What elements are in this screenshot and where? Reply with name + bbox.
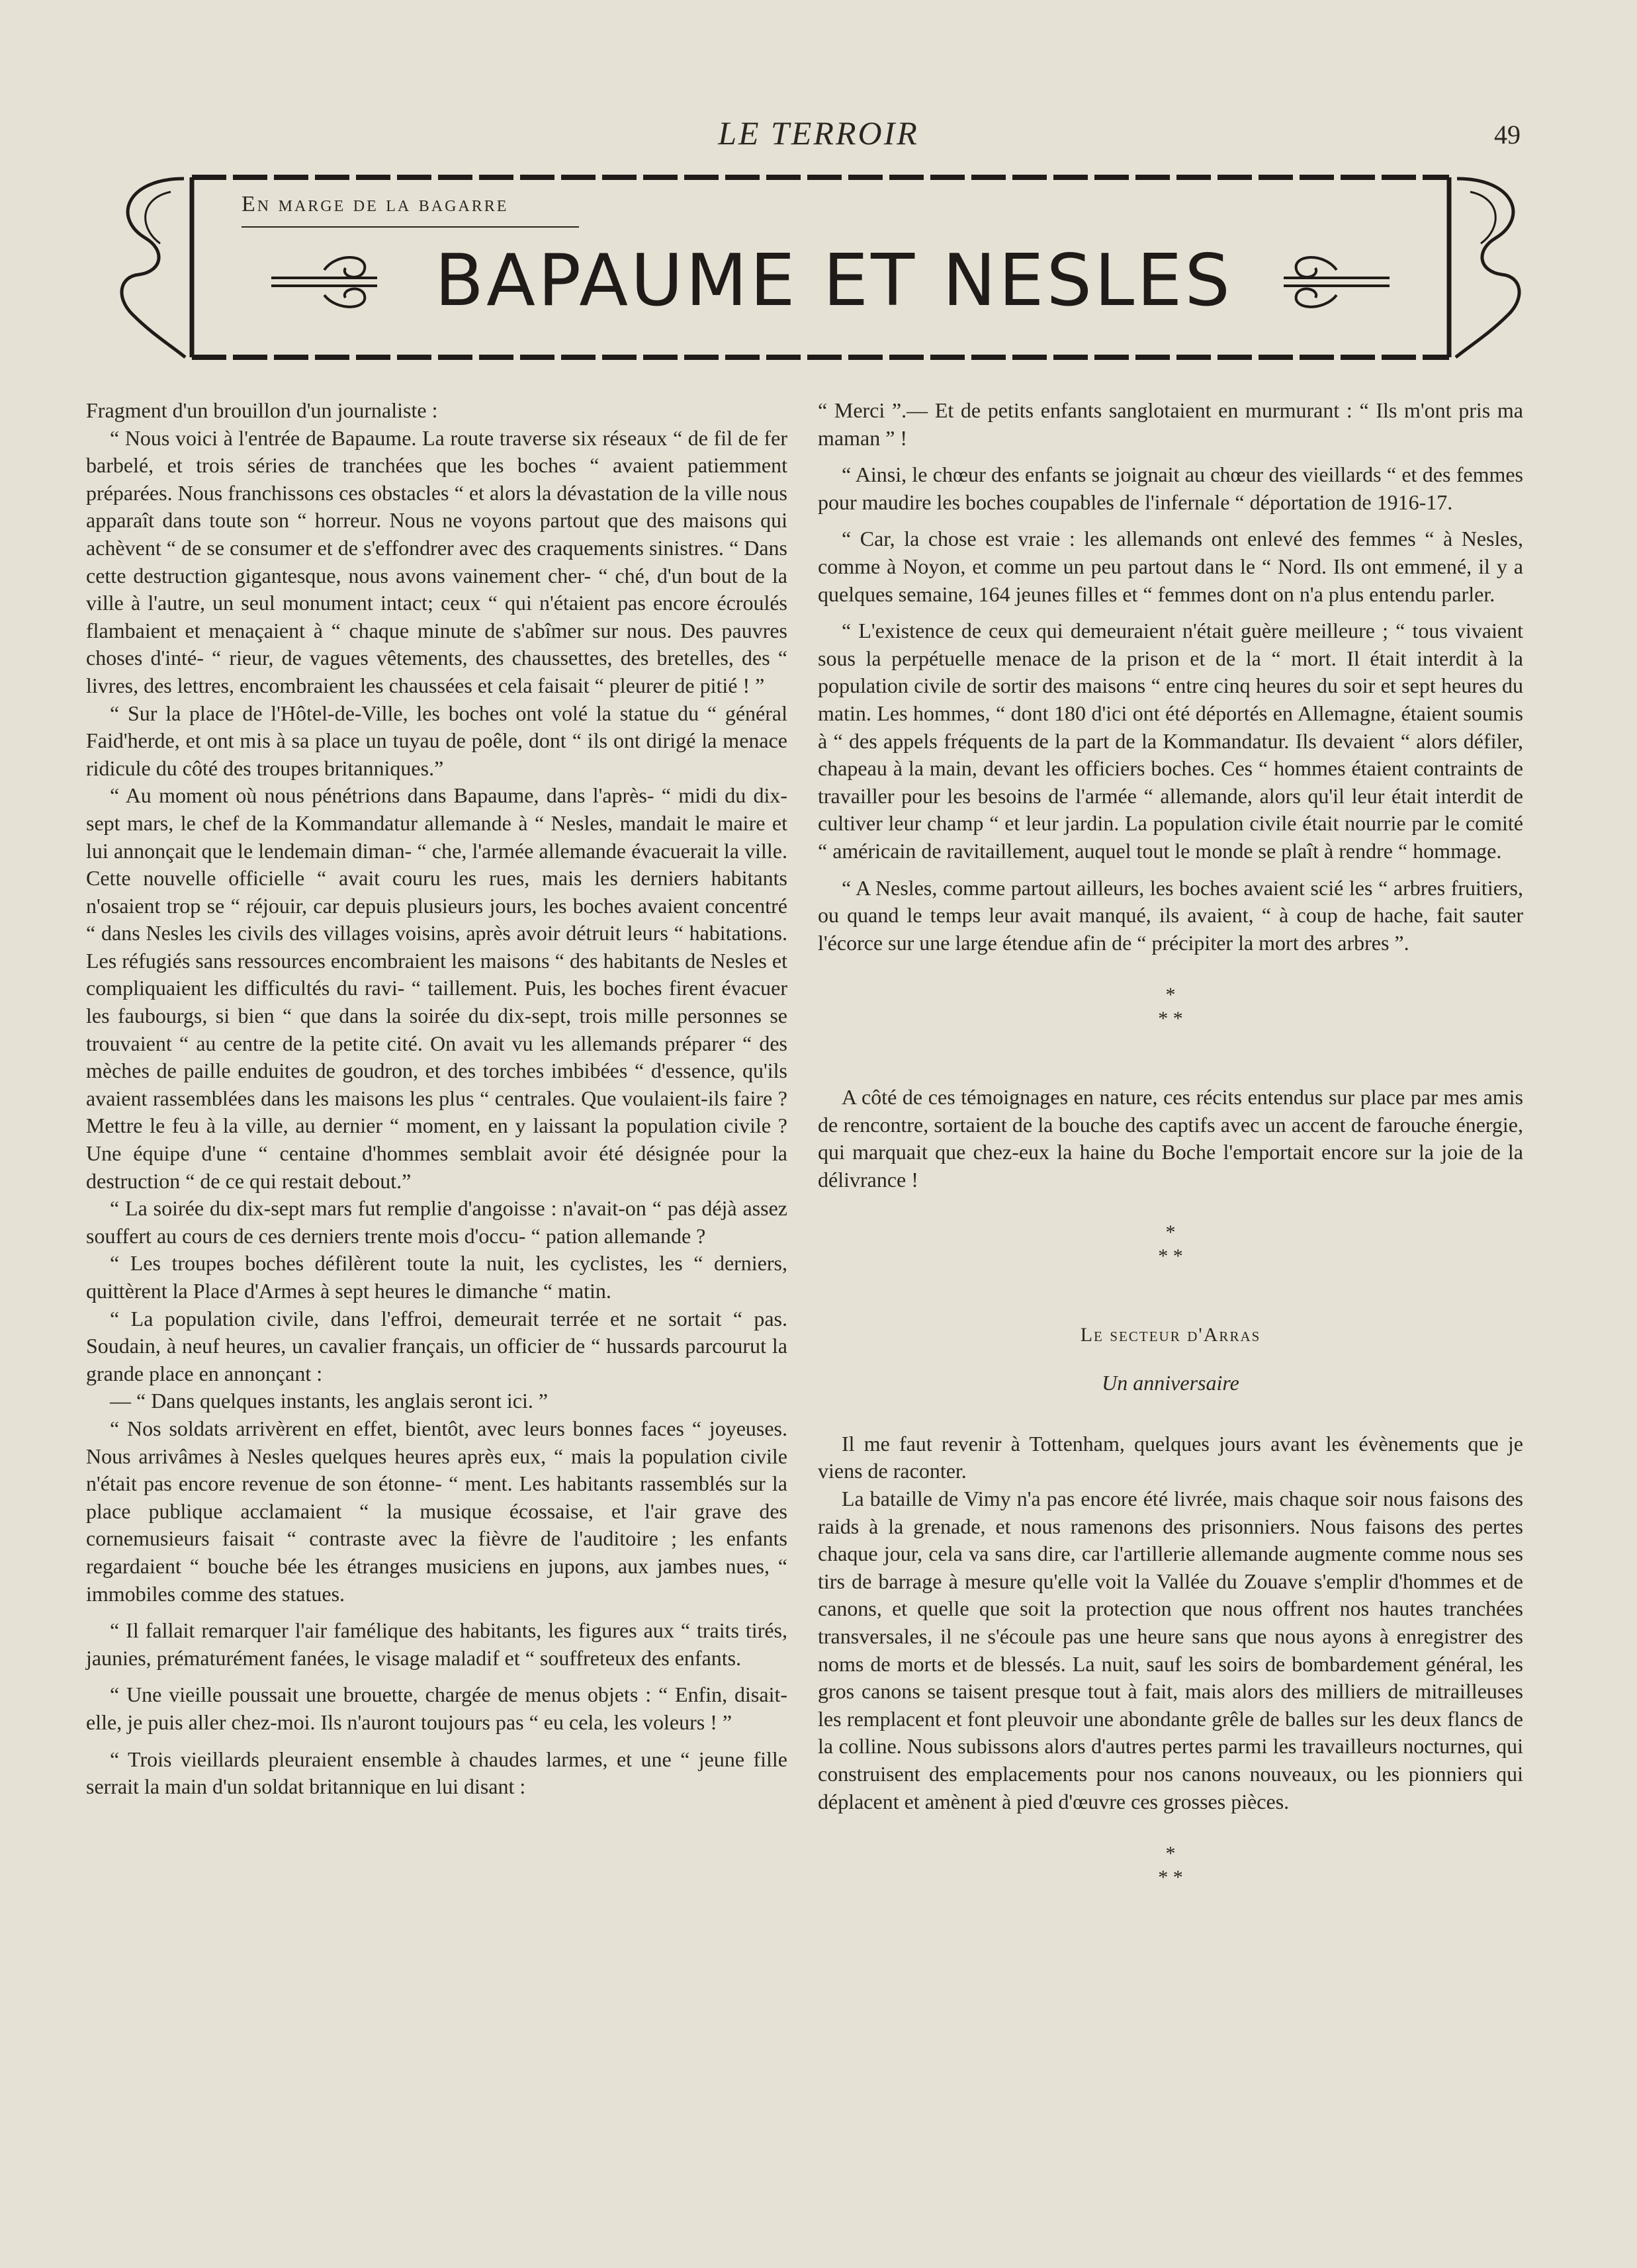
paragraph: Il me faut revenir à Tottenham, quelques jours avant les évènements que je viens de raconter.	[818, 1431, 1523, 1483]
page-number: 49	[1494, 120, 1521, 150]
paragraph: “ Au moment où nous pénétrions dans Bapaume, dans l'après- “ midi du dix-sept mars, le chef de la Kommandatur allemande à “ Nesles, mandait le maire et lui annonçait que le lendemain diman- “ che, l'armée allemande évacuerait la ville. Cette nouvelle officielle “ avait couru les rues, mais les derniers habitants n'osaient trop se “ réjouir, car depuis plusieurs jours, les boches avaient concentré “ dans Nesles les civils des villages voisins, après avoir détruit leurs “ habitations. Les réfugiés sans ressources encombraient les maisons “ des habitants de Nesles et compliquaient les difficultés du ravi- “ taillement. Puis, les boches firent évacuer les faubourgs, si bien “ que dans la soirée du dix-sept, trois mille personnes se trouvaient “ au centre de la petite cité. On avait vu les allemands préparer “ des mèches de paille enduites de goudron, et des torches imbibées “ d'essence, qu'ils avaient rassemblées dans les maisons les plus “ centrales. Que voulaient-ils faire ? Mettre le feu à la ville, au dernier “ moment, en y laissant la population civile ? Une équipe d'une “ centaine d'hommes semblait avoir été désignée pour la destruction “ de ce qui restait debout.”	[86, 783, 787, 1193]
paragraph: Fragment d'un brouillon d'un journaliste :	[86, 398, 438, 422]
paragraph: “ A Nesles, comme partout ailleurs, les boches avaient scié les “ arbres fruitiers, ou quand le temps leur avait manqué, ils avaient, “ à coup de hache, fait sauter l'écorce sur une large étendue afin de “ précipiter la mort des arbres ”.	[818, 875, 1523, 955]
left-column	[86, 397, 787, 1801]
section-subheading: Un anniversaire	[1102, 1371, 1239, 1395]
paragraph: “ Les troupes boches défilèrent toute la nuit, les cyclistes, les “ derniers, quittèrent la Place d'Armes à sept heures le dimanche “ matin.	[86, 1251, 787, 1303]
paragraph: “ L'existence de ceux qui demeuraient n'était guère meilleure ; “ tous vivaient sous la perpétuelle menace de la prison et de la “ mort. Il était interdit à la population civile de sortir des maisons “ entre cinq heures du soir et sept heures du matin. Les hommes, “ dont 180 d'ici ont été déportés en Allemagne, étaient soumis à “ des appels fréquents de la part de la Kommandatur. Ils devaient “ alors défiler, chapeau à la main, devant les officiers boches. Ces “ hommes étaient contraints de travailler pour les besoins de l'armée “ allemande, alors qu'il leur était interdit de cultiver leur champ “ et leur jardin. La population civile était nourrie par le comité “ américain de ravitaillement, auquel tout le monde se plaît à rendre “ hommage.	[818, 619, 1523, 863]
separator-star: *	[1165, 1221, 1176, 1243]
paragraph: “ Nous voici à l'entrée de Bapaume. La route traverse six réseaux “ de fil de fer barbelé, et trois séries de tranchées que les boches “ avaient patiemment préparées. Nous franchissons ces obstacles “ et alors la dévastation de la ville nous apparaît dans toute son “ horreur. Nous ne voyons partout que des maisons qui achèvent “ de se consumer et de s'effondrer avec des craquements sinistres. “ Dans cette destruction gigantesque, nous avons vainement cher- “ ché, d'un bout de la ville à l'autre, un seul monument intact; ceux “ qui n'étaient pas encore écroulés flambaient et menaçaient à “ chaque minute de s'abîmer sur nous. Des pauvres choses d'inté- “ rieur, de vagues vêtements, des chaussettes, des bretelles, des “ livres, des lettres, encombraient les chaussées et cela faisait “ pleurer de pitié ! ”	[86, 425, 787, 697]
paragraph: “ Ainsi, le chœur des enfants se joignait au chœur des vieillards “ et des femmes pour maudire les boches coupables de l'infernale “ déportation de 1916-17.	[818, 462, 1523, 514]
paragraph: “ La soirée du dix-sept mars fut remplie d'angoisse : n'avait-on “ pas déjà assez souffert au cours de ces derniers trente mois d'occu- “ pation allemande ?	[86, 1196, 787, 1248]
paragraph: “ Une vieille poussait une brouette, chargée de menus objets : “ Enfin, disait-elle, je puis aller chez-moi. Ils n'auront toujours pas “ eu cela, les voleurs ! ”	[86, 1682, 787, 1734]
separator-stars: * *	[1158, 1244, 1183, 1267]
running-title: LE TERROIR	[718, 114, 919, 152]
paragraph: — “ Dans quelques instants, les anglais seront ici. ”	[110, 1389, 549, 1413]
rubric-label: En marge de la bagarre	[242, 192, 509, 216]
separator-star: *	[1165, 1843, 1176, 1865]
paragraph: La bataille de Vimy n'a pas encore été livrée, mais chaque soir nous faisons des raids à la grenade, et nous ramenons des prisonniers. Nous faisons des pertes chaque jour, cela va sans dire, car l'artillerie allemande augmente comme nous ses tirs de barrage à mesure qu'elle voit la Vallée du Zouave s'emplir d'hommes et de canons, et quelle que soit la protection que nous offrent nos hautes tranchées transversales, il ne s'écoule pas une heure sans que nous ayons à enregistrer des noms de morts et de blessés. La nuit, sauf les soirs de bombardement général, les gros canons se taisent presque tout à fait, mais alors des milliers de mitrailleuses les remplacent et font pleuvoir une abondante grêle de balles sur les deux flancs de la colline. Nous subissons alors d'autres pertes parmi les travailleurs nocturnes, qui construisent des emplacements pour nos canons nouveaux, ou les pionniers qui déplacent et amènent à pied d'œuvre ces grosses pièces.	[818, 1487, 1523, 1813]
paragraph: “ Nos soldats arrivèrent en effet, bientôt, avec leurs bonnes faces “ joyeuses. Nous arrivâmes à Nesles quelques heures après eux, “ mais la population civile n'était pas encore revenue de son étonne- “ ment. Les habitants rassemblés sur la place publique acclamaient “ la musique écossaise, et l'air grave des cornemusieurs faisait “ contraste avec la fièvre de l'auditoire ; les enfants regardaient “ bouche bée les étranges musiciens en jupons, aux jambes nues, “ immobiles comme des statues.	[86, 1416, 787, 1606]
section-heading: Le secteur d'Arras	[1080, 1323, 1261, 1346]
paragraph: “ Trois vieillards pleuraient ensemble à chaudes larmes, et une “ jeune fille serrait la main d'un soldat britannique en lui disant :	[86, 1747, 787, 1799]
article-title: BAPAUME ET NESLES	[435, 240, 1233, 322]
rubric-underline	[242, 226, 579, 228]
paragraph: A côté de ces témoignages en nature, ces récits entendus sur place par mes amis de rencontre, sortaient de la bouche des captifs avec un accent de farouche énergie, qui marquait que chez-eux la haine du Boche l'emportait encore sur la joie de la délivrance !	[818, 1085, 1523, 1192]
section-separator	[818, 1221, 1523, 1268]
right-column	[818, 397, 1523, 1942]
section-separator	[818, 1842, 1523, 1890]
paragraph: “ Il fallait remarquer l'air famélique des habitants, les figures aux “ traits tirés, jaunies, prématurément fanées, le visage maladif et “ souffreteux des enfants.	[86, 1618, 787, 1670]
paragraph: “ Sur la place de l'Hôtel-de-Ville, les boches ont volé la statue du “ général Faid'herde, et ont mis à sa place un tuyau de poêle, dont “ ils ont dirigé la menace ridicule du côté des troupes britanniques.”	[86, 701, 787, 780]
paragraph: “ Car, la chose est vraie : les allemands ont enlevé des femmes “ à Nesles, comme à Noyon, et comme un peu partout dans le “ Nord. Ils ont emmené, il y a quelques semaine, 164 jeunes filles et “ femmes dont on n'a plus entendu parler.	[818, 527, 1523, 606]
separator-stars: * *	[1158, 1866, 1183, 1889]
section-separator	[818, 983, 1523, 1031]
separator-stars: * *	[1158, 1008, 1183, 1030]
paragraph: “ Merci ”.— Et de petits enfants sanglotaient en murmurant : “ Ils m'ont pris ma maman ” !	[818, 398, 1523, 450]
separator-star: *	[1165, 984, 1176, 1006]
paragraph: “ La population civile, dans l'effroi, demeurait terrée et ne sortait “ pas. Soudain, à neuf heures, un cavalier français, un officier de “ hussards parcourut la grande place en annonçant :	[86, 1306, 787, 1385]
title-banner	[99, 165, 1542, 371]
